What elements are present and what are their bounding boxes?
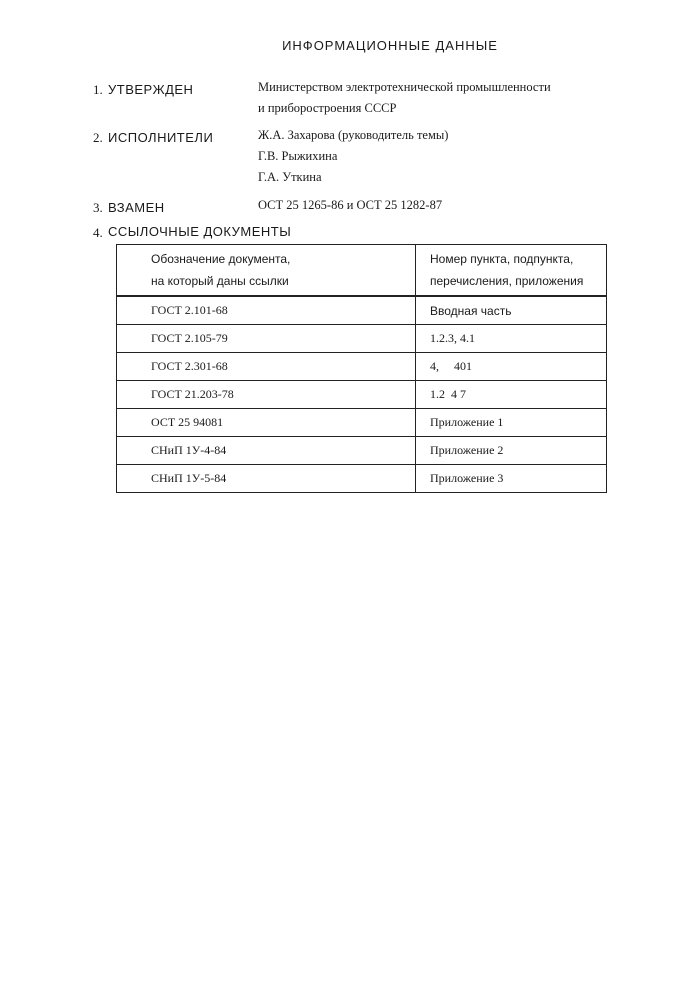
table-header-row (117, 245, 607, 297)
section-1-heading: УТВЕРЖДЕН (108, 82, 194, 97)
table-header-document (117, 245, 416, 297)
table-cell-document: ГОСТ 2.301-68 (117, 353, 416, 381)
table-cell-document: ГОСТ 21.203-78 (117, 381, 416, 409)
section-3-line-1: ОСТ 25 1265-86 и ОСТ 25 1282-87 (258, 198, 443, 212)
table-cell-clause: Приложение 3 (416, 465, 607, 493)
table-cell-document: ГОСТ 2.101-68 (117, 296, 416, 325)
table-header-clause-line-1: Номер пункта, подпункта, (430, 252, 574, 266)
table-cell-document: ОСТ 25 94081 (117, 409, 416, 437)
table-cell-document: СНиП 1У-5-84 (117, 465, 416, 493)
section-2-number: 2. (93, 130, 103, 145)
section-3-heading: ВЗАМЕН (108, 200, 165, 215)
section-1-value (258, 77, 551, 119)
section-4-heading: ССЫЛОЧНЫЕ ДОКУМЕНТЫ (108, 224, 292, 239)
section-2-line-3: Г.А. Уткина (258, 170, 322, 184)
table-cell-clause: Приложение 2 (416, 437, 607, 465)
table-cell-clause: 1.2 4 7 (416, 381, 607, 409)
table-cell-clause: 4, 401 (416, 353, 607, 381)
table-cell-clause: Вводная часть (416, 296, 607, 325)
table-row (117, 465, 607, 493)
table-row (117, 437, 607, 465)
table-cell-document: СНиП 1У-4-84 (117, 437, 416, 465)
section-1-line-1: Министерством электротехнической промышленности (258, 80, 551, 94)
section-1-line-2: и приборостроения СССР (258, 101, 397, 115)
table-header-document-line-1: Обозначение документа, (151, 252, 291, 266)
section-2-heading: ИСПОЛНИТЕЛИ (108, 130, 214, 145)
table-header-clause-line-2: перечисления, приложения (430, 274, 584, 288)
section-3-number: 3. (93, 200, 103, 215)
page-title: ИНФОРМАЦИОННЫЕ ДАННЫЕ (282, 38, 498, 53)
section-2-value (258, 125, 448, 188)
table-row (117, 325, 607, 353)
section-2-line-1: Ж.А. Захарова (руководитель темы) (258, 128, 449, 142)
table-cell-clause: 1.2.3, 4.1 (416, 325, 607, 353)
table-header-clause (416, 245, 607, 297)
table-cell-document: ГОСТ 2.105-79 (117, 325, 416, 353)
section-3-value (258, 195, 442, 216)
table-row (117, 409, 607, 437)
table-row (117, 353, 607, 381)
table-header-document-line-2: на который даны ссылки (151, 274, 289, 288)
section-4-number: 4. (93, 225, 103, 240)
section-1-number: 1. (93, 82, 103, 97)
reference-documents-table (116, 244, 607, 493)
table-row (117, 381, 607, 409)
section-2-line-2: Г.В. Рыжихина (258, 149, 338, 163)
table-row (117, 296, 607, 325)
table-cell-clause: Приложение 1 (416, 409, 607, 437)
